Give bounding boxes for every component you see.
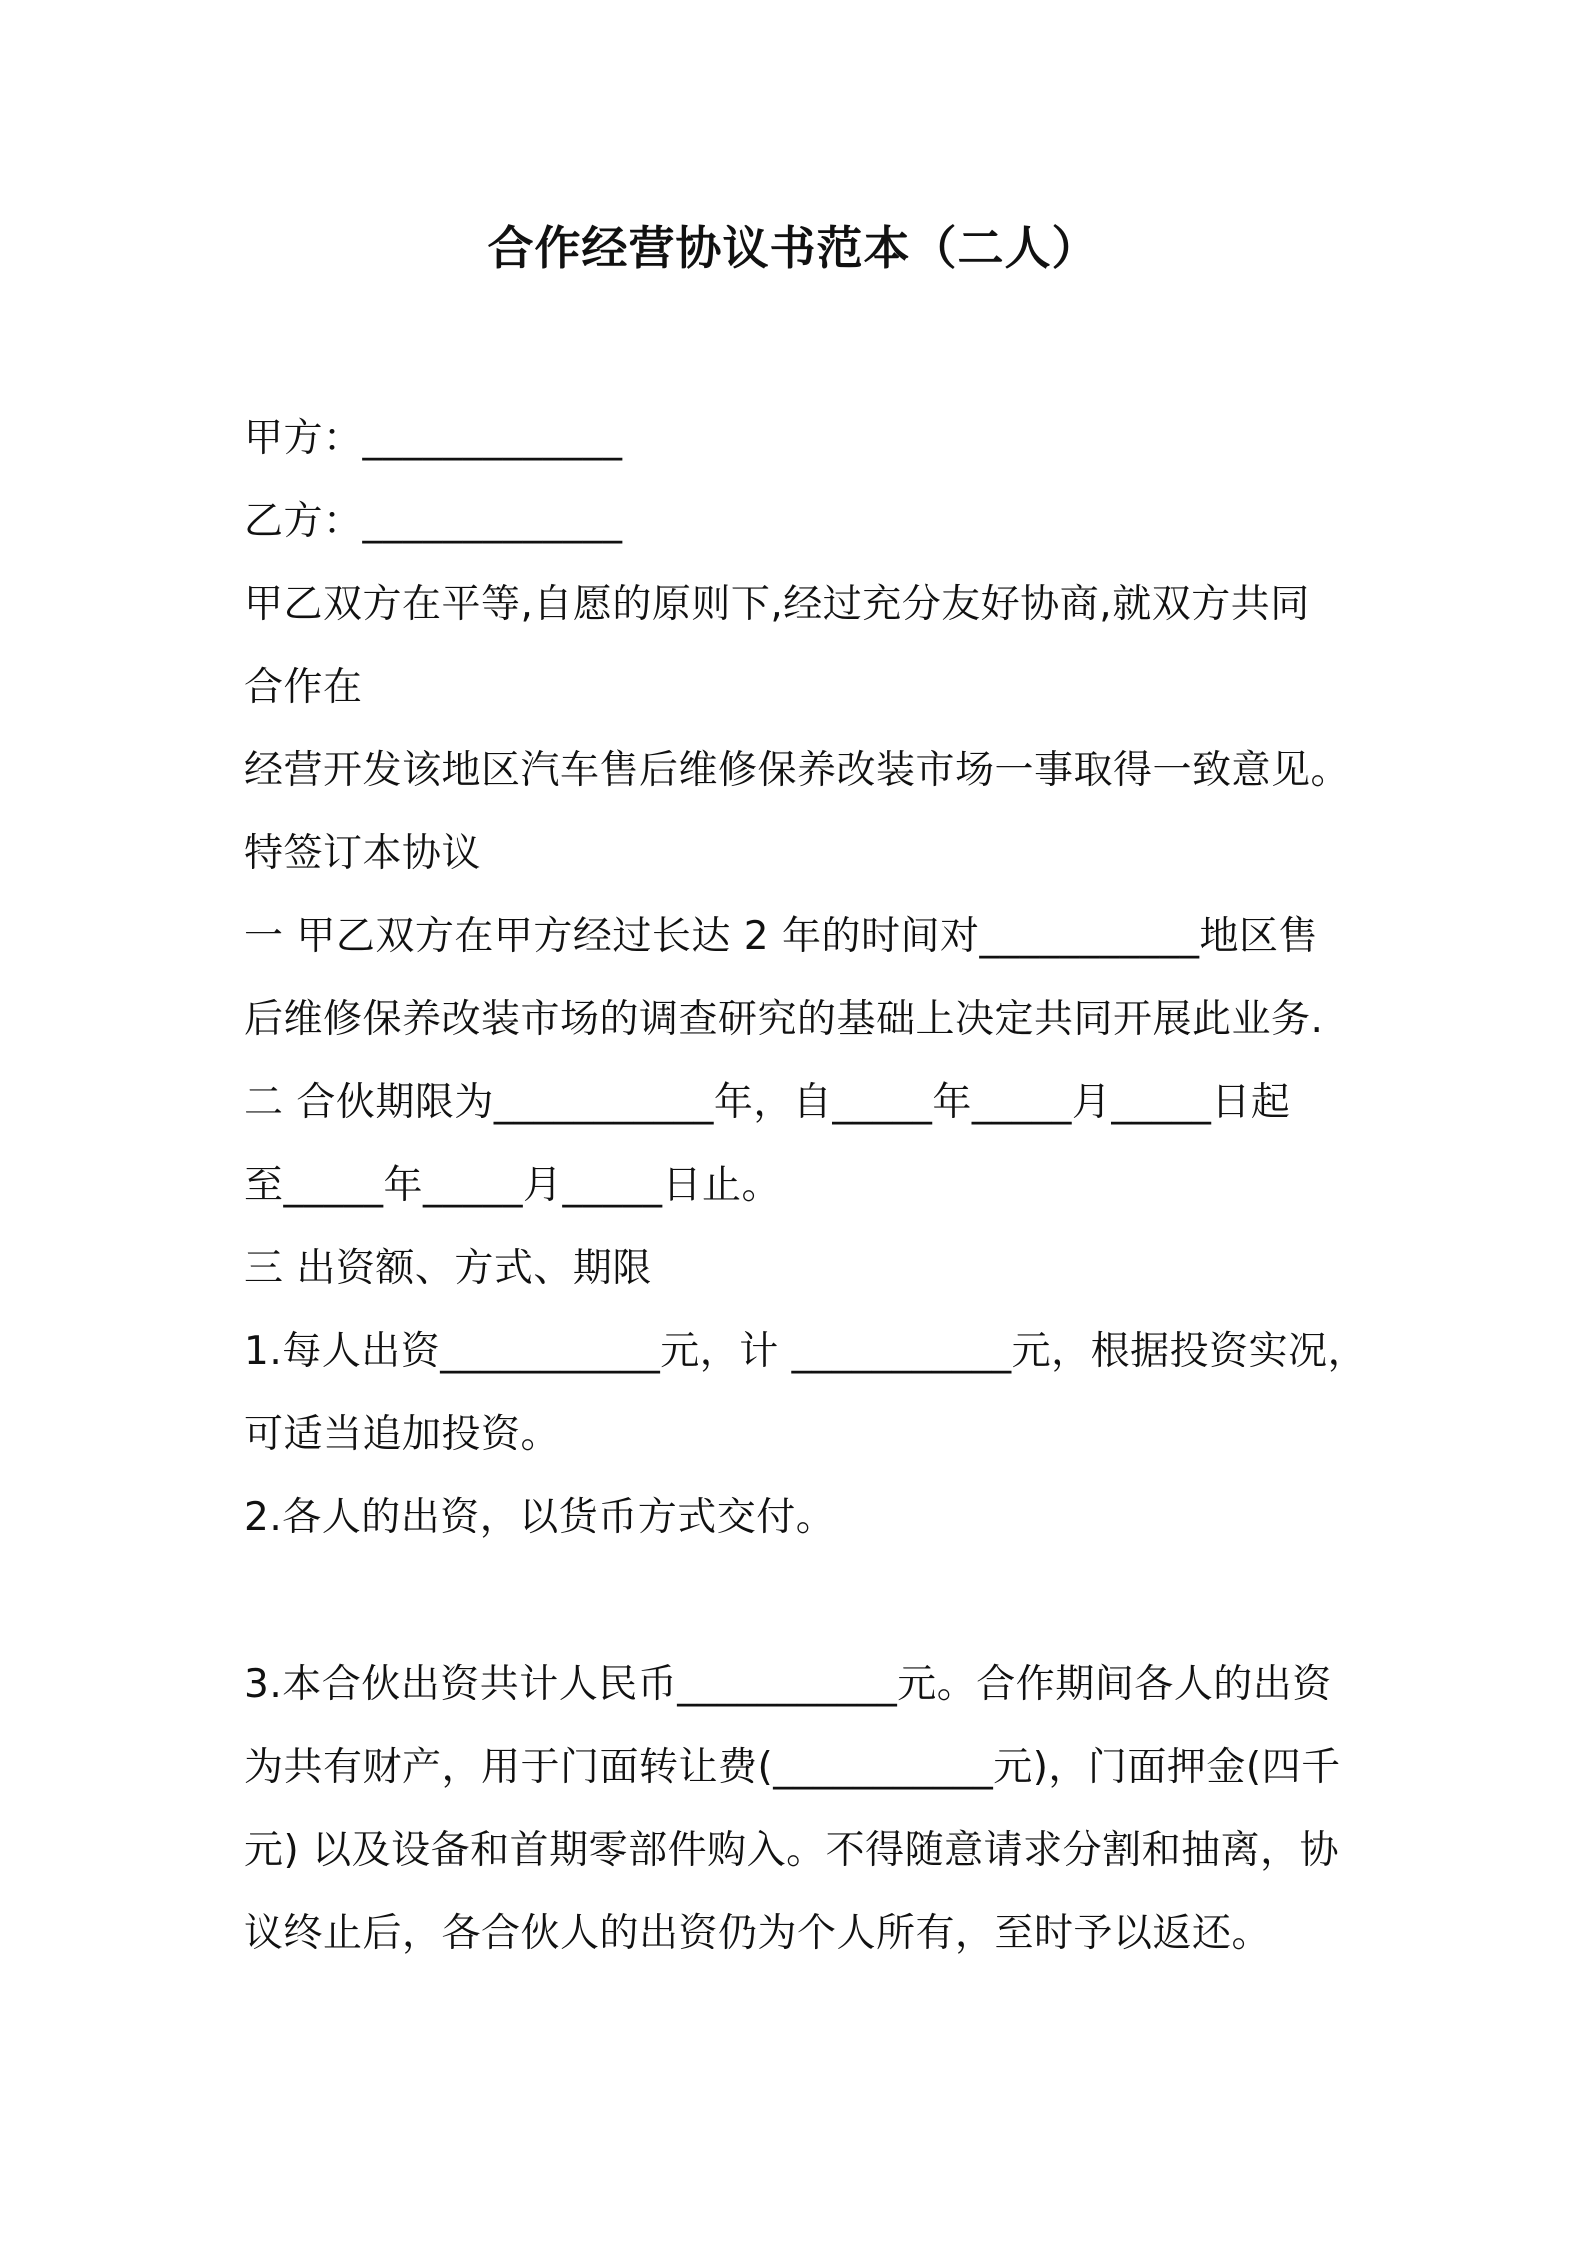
clause-3-item-3-line-1: 3.本合伙出资共计人民币___________元。合作期间各人的出资 xyxy=(244,1662,1332,1707)
party-a-line: 甲方：_____________ xyxy=(244,416,623,461)
clause-3-item-3-line-4: 议终止后，各合伙人的出资仍为个人所有，至时予以返还。 xyxy=(244,1911,1272,1956)
document-title: 合作经营协议书范本（二人） xyxy=(487,221,1099,275)
clause-1-line-1: 一 甲乙双方在甲方经过长达 2 年的时间对___________地区售 xyxy=(244,914,1319,959)
clause-3-item-1-line-2: 可适当追加投资。 xyxy=(244,1412,561,1457)
clause-1-line-2: 后维修保养改装市场的调查研究的基础上决定共同开展此业务. xyxy=(244,997,1324,1042)
clause-3-item-1-line-1: 1.每人出资___________元，计 ___________元，根据投资实况， xyxy=(244,1329,1368,1374)
clause-3-item-3-line-2: 为共有财产，用于门面转让费(___________元)，门面押金(四千 xyxy=(244,1745,1341,1790)
intro-line-1: 甲乙双方在平等,自愿的原则下,经过充分友好协商,就双方共同 xyxy=(244,582,1310,627)
party-b-line: 乙方：_____________ xyxy=(244,499,623,544)
clause-2-line-2: 至_____年_____月_____日止。 xyxy=(244,1163,782,1208)
clause-3-heading: 三 出资额、方式、期限 xyxy=(244,1246,652,1291)
intro-line-2: 合作在 xyxy=(244,665,363,710)
clause-2-line-1: 二 合伙期限为___________年，自_____年_____月_____日起 xyxy=(244,1080,1291,1125)
intro-line-4: 特签订本协议 xyxy=(244,831,482,876)
clause-3-item-2: 2.各人的出资，以货币方式交付。 xyxy=(244,1495,836,1540)
intro-line-3: 经营开发该地区汽车售后维修保养改装市场一事取得一致意见。 xyxy=(244,748,1351,793)
clause-3-item-3-line-3: 元) 以及设备和首期零部件购入。不得随意请求分割和抽离，协 xyxy=(244,1828,1340,1873)
